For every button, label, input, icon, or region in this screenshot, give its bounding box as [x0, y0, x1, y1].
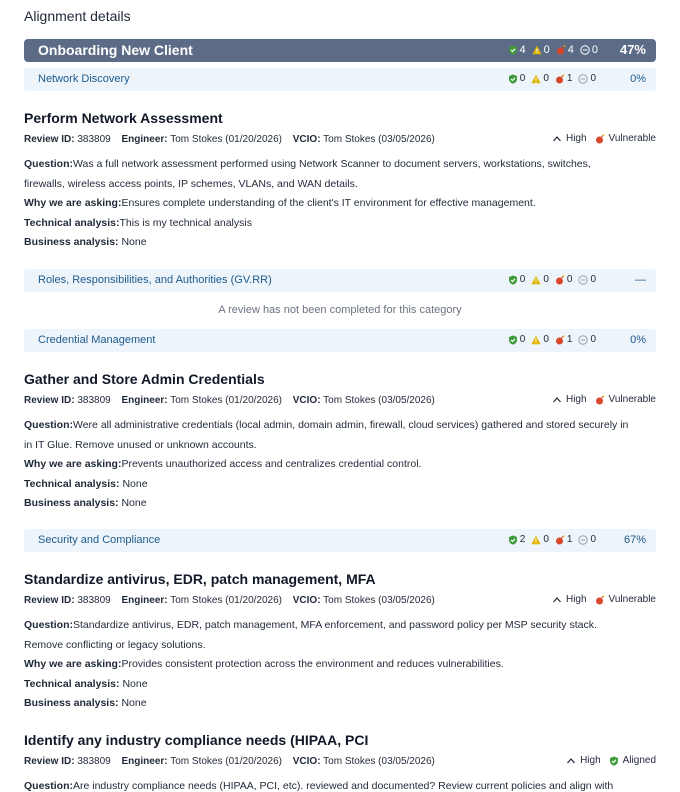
na-count [578, 274, 596, 285]
engineer-value: Tom Stokes (01/20/2026) [170, 134, 282, 145]
business-label: Business analysis: [24, 236, 119, 248]
category-name: Roles, Responsibilities, and Authorities (GV.RR) [38, 274, 272, 286]
why-text: Prevents unauthorized access and centralizes credential control. [121, 458, 422, 470]
warning-triangle-icon [531, 74, 541, 84]
aligned-count [508, 274, 526, 285]
why-label: Why we are asking: [24, 458, 122, 470]
group-header-bar[interactable] [24, 39, 656, 62]
review-id-label: Review ID: [24, 756, 75, 767]
na-count [578, 73, 596, 84]
shield-check-icon [508, 74, 518, 84]
question-meta [24, 134, 435, 145]
priority-label: High [580, 755, 601, 766]
bomb-icon [556, 45, 566, 55]
question-body [24, 155, 656, 253]
bomb-icon [555, 275, 565, 285]
vulnerable-count-value: 1 [566, 334, 573, 345]
technical-line [24, 675, 656, 695]
aligned-count [508, 334, 526, 345]
question-title: Standardize antivirus, EDR, patch management, MFA [24, 571, 376, 587]
warning-count [531, 334, 549, 345]
category-bar-roles[interactable] [24, 269, 656, 292]
category-percent: 67% [623, 534, 646, 546]
aligned-count-value: 2 [519, 534, 526, 545]
vcio-label: VCIO: [292, 595, 321, 606]
technical-text: None [122, 677, 148, 690]
engineer-value: Tom Stokes (01/20/2026) [170, 395, 282, 406]
vcio-label: VCIO: [292, 395, 321, 406]
priority-label: High [565, 594, 587, 605]
na-count [580, 44, 598, 56]
technical-label: Technical analysis: [24, 477, 120, 490]
review-id-label: Review ID: [24, 134, 75, 145]
business-line [24, 694, 656, 714]
aligned-count [508, 73, 526, 84]
question-label: Question: [24, 419, 73, 431]
review-id-value: 383809 [77, 134, 111, 145]
minus-circle-icon [578, 275, 588, 285]
why-text: Provides consistent protection across the environment and reduces vulnerabilities. [121, 658, 504, 670]
status-label: Vulnerable [608, 394, 656, 405]
bomb-icon [555, 74, 565, 84]
why-text: Ensures complete understanding of the client's IT environment for effective management. [121, 197, 536, 209]
question-label: Question: [24, 780, 73, 792]
question-title: Gather and Store Admin Credentials [24, 371, 265, 387]
question-text: Standardize antivirus, EDR, patch management, MFA enforcement, and password policy per MSP security stack. [73, 619, 597, 631]
warning-triangle-icon [531, 535, 541, 545]
warning-count-value: 0 [543, 44, 550, 56]
question-meta [24, 395, 435, 406]
empty-category-message: A review has not been completed for this category [218, 304, 462, 316]
technical-line [24, 214, 656, 234]
vcio-value: Tom Stokes (03/05/2026) [323, 134, 435, 145]
na-count-value: 0 [590, 274, 596, 285]
vcio-label: VCIO: [292, 756, 321, 767]
review-id-value: 383809 [77, 395, 111, 406]
na-count-value: 0 [590, 334, 596, 345]
business-line [24, 494, 656, 514]
business-label: Business analysis: [24, 697, 119, 709]
review-id-label: Review ID: [24, 595, 75, 606]
review-id-value: 383809 [77, 595, 111, 606]
vulnerable-count-value: 1 [566, 73, 573, 84]
category-percent: 0% [630, 73, 646, 85]
chevron-up-icon [552, 134, 562, 144]
bomb-icon [555, 335, 565, 345]
why-label: Why we are asking: [24, 197, 122, 209]
vulnerable-count [556, 44, 574, 56]
technical-text: None [122, 477, 148, 490]
minus-circle-icon [578, 74, 588, 84]
technical-label: Technical analysis: [24, 216, 120, 229]
shield-check-icon [508, 275, 518, 285]
vulnerable-count-value: 1 [566, 534, 573, 545]
shield-check-icon [508, 335, 518, 345]
question-meta [24, 756, 435, 767]
warning-count [531, 274, 549, 285]
shield-check-icon [609, 756, 619, 766]
shield-check-icon [508, 45, 518, 55]
warning-count-value: 0 [543, 274, 549, 285]
technical-line [24, 475, 656, 495]
aligned-count [508, 534, 526, 545]
engineer-value: Tom Stokes (01/20/2026) [170, 595, 282, 606]
bomb-icon [595, 395, 605, 405]
question-title: Identify any industry compliance needs (HIPAA, PCI [24, 732, 369, 748]
shield-check-icon [508, 535, 518, 545]
category-name: Security and Compliance [38, 534, 161, 546]
minus-circle-icon [580, 45, 590, 55]
why-label: Why we are asking: [24, 658, 122, 670]
vulnerable-count [555, 274, 573, 285]
minus-circle-icon [578, 335, 588, 345]
question-risk [566, 755, 656, 766]
question-text: Were all administrative credentials (local admin, domain admin, firewall, cloud services) gathered and stored securely in [73, 419, 629, 431]
question-line-2: in IT Glue. Remove unused or unknown accounts. [24, 438, 257, 451]
chevron-up-icon [566, 756, 576, 766]
priority-label: High [565, 133, 587, 144]
business-line [24, 233, 656, 253]
na-count-value: 0 [590, 534, 596, 545]
category-counts [508, 73, 596, 84]
review-id-value: 383809 [77, 756, 111, 767]
business-text: None [121, 697, 147, 709]
vulnerable-count-value: 4 [567, 44, 574, 56]
status-label: Vulnerable [608, 594, 656, 605]
vcio-value: Tom Stokes (03/05/2026) [323, 395, 435, 406]
chevron-up-icon [552, 595, 562, 605]
warning-count-value: 0 [543, 334, 549, 345]
warning-count-value: 0 [543, 534, 549, 545]
technical-label: Technical analysis: [24, 677, 120, 690]
question-body [24, 616, 656, 714]
engineer-label: Engineer: [121, 756, 168, 767]
question-line-2: Remove conflicting or legacy solutions. [24, 638, 206, 651]
na-count-value: 0 [591, 44, 598, 56]
chevron-up-icon [552, 395, 562, 405]
category-percent: 0% [630, 334, 646, 346]
aligned-count-value: 0 [519, 274, 526, 285]
aligned-count-value: 0 [519, 73, 526, 84]
warning-triangle-icon [532, 45, 542, 55]
na-count [578, 534, 596, 545]
warning-count [531, 534, 549, 545]
warning-triangle-icon [531, 275, 541, 285]
question-title: Perform Network Assessment [24, 110, 223, 126]
warning-count [531, 73, 549, 84]
question-text: Are industry compliance needs (HIPAA, PCI, etc). reviewed and documented? Review current policies and align with [73, 780, 614, 792]
vulnerable-count [555, 334, 573, 345]
question-line [24, 155, 656, 175]
engineer-value: Tom Stokes (01/20/2026) [170, 756, 282, 767]
question-risk [552, 594, 656, 605]
question-label: Question: [24, 619, 73, 631]
aligned-count-value: 4 [519, 44, 526, 56]
question-risk [552, 133, 656, 144]
question-line [24, 777, 656, 792]
vcio-label: VCIO: [292, 134, 321, 145]
category-counts [508, 274, 596, 285]
aligned-count [508, 44, 526, 56]
page-title: Alignment details [24, 8, 131, 24]
category-percent: — [635, 274, 646, 286]
warning-count-value: 0 [543, 73, 549, 84]
vulnerable-count-value: 0 [566, 274, 573, 285]
category-counts [508, 334, 596, 345]
engineer-label: Engineer: [121, 395, 168, 406]
business-text: None [121, 497, 147, 509]
aligned-count-value: 0 [519, 334, 526, 345]
status-label: Aligned [622, 755, 656, 766]
vulnerable-count [555, 73, 573, 84]
group-percent: 47% [619, 42, 646, 57]
why-line [24, 194, 656, 214]
question-risk [552, 394, 656, 405]
bomb-icon [595, 134, 605, 144]
question-line [24, 616, 656, 636]
category-name: Credential Management [38, 334, 156, 346]
vcio-value: Tom Stokes (03/05/2026) [323, 756, 435, 767]
na-count-value: 0 [590, 73, 596, 84]
group-name: Onboarding New Client [38, 42, 193, 58]
warning-count [532, 44, 550, 56]
question-meta [24, 595, 435, 606]
business-text: None [121, 236, 147, 248]
vcio-value: Tom Stokes (03/05/2026) [323, 595, 435, 606]
question-line-2: firewalls, wireless access points, IP schemes, VLANs, and WAN details. [24, 177, 358, 190]
group-counts [508, 44, 599, 56]
technical-text: This is my technical analysis [119, 216, 252, 229]
bomb-icon [555, 535, 565, 545]
question-line [24, 416, 656, 436]
engineer-label: Engineer: [121, 134, 168, 145]
why-line [24, 455, 656, 475]
category-bar-security-compliance[interactable] [24, 529, 656, 552]
category-counts [508, 534, 596, 545]
category-bar-network-discovery[interactable] [24, 68, 656, 91]
why-line [24, 655, 656, 675]
business-label: Business analysis: [24, 497, 119, 509]
na-count [578, 334, 596, 345]
warning-triangle-icon [531, 335, 541, 345]
minus-circle-icon [578, 535, 588, 545]
category-bar-credential-management[interactable] [24, 329, 656, 352]
question-text: Was a full network assessment performed using Network Scanner to document servers, workstations, switches, [73, 158, 591, 170]
question-label: Question: [24, 158, 73, 170]
status-label: Vulnerable [608, 133, 656, 144]
question-body [24, 416, 656, 514]
bomb-icon [595, 595, 605, 605]
vulnerable-count [555, 534, 573, 545]
engineer-label: Engineer: [121, 595, 168, 606]
priority-label: High [565, 394, 587, 405]
category-name: Network Discovery [38, 73, 130, 85]
question-body [24, 777, 656, 792]
review-id-label: Review ID: [24, 395, 75, 406]
